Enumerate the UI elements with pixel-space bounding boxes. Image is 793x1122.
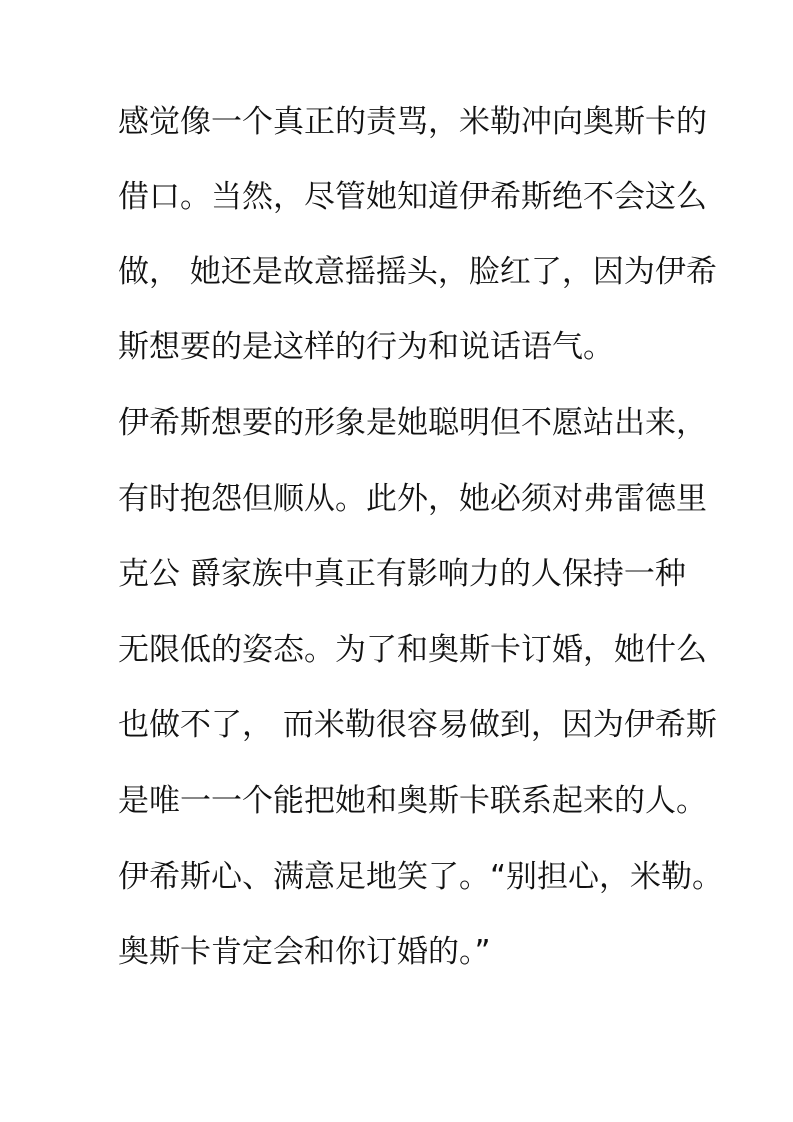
text-line: 借口。当然，尽管她知道伊希斯绝不会这么 bbox=[118, 179, 707, 215]
text-line: 是唯一一个能把她和奥斯卡联系起来的人。 bbox=[118, 783, 707, 819]
text-line: 做， 她还是故意摇摇头，脸红了，因为伊希 bbox=[118, 254, 717, 290]
text-line: 无限低的姿态。为了和奥斯卡订婚，她什么 bbox=[118, 632, 707, 668]
text-line: 奥斯卡肯定会和你订婚的。” bbox=[118, 934, 491, 970]
text-line: 伊希斯心、满意足地笑了。“别担心，米勒。 bbox=[118, 859, 724, 895]
text-line: 克公 爵家族中真正有影响力的人保持一种 bbox=[118, 556, 686, 592]
text-line: 斯想要的是这样的行为和说话语气。 bbox=[118, 329, 614, 365]
text-line: 感觉像一个真正的责骂，米勒冲向奥斯卡的 bbox=[118, 104, 707, 140]
text-line: 伊希斯想要的形象是她聪明但不愿站出来， bbox=[118, 405, 707, 441]
text-line: 也做不了， 而米勒很容易做到，因为伊希斯 bbox=[118, 707, 717, 743]
text-line: 有时抱怨但顺从。此外，她必须对弗雷德里 bbox=[118, 481, 707, 517]
